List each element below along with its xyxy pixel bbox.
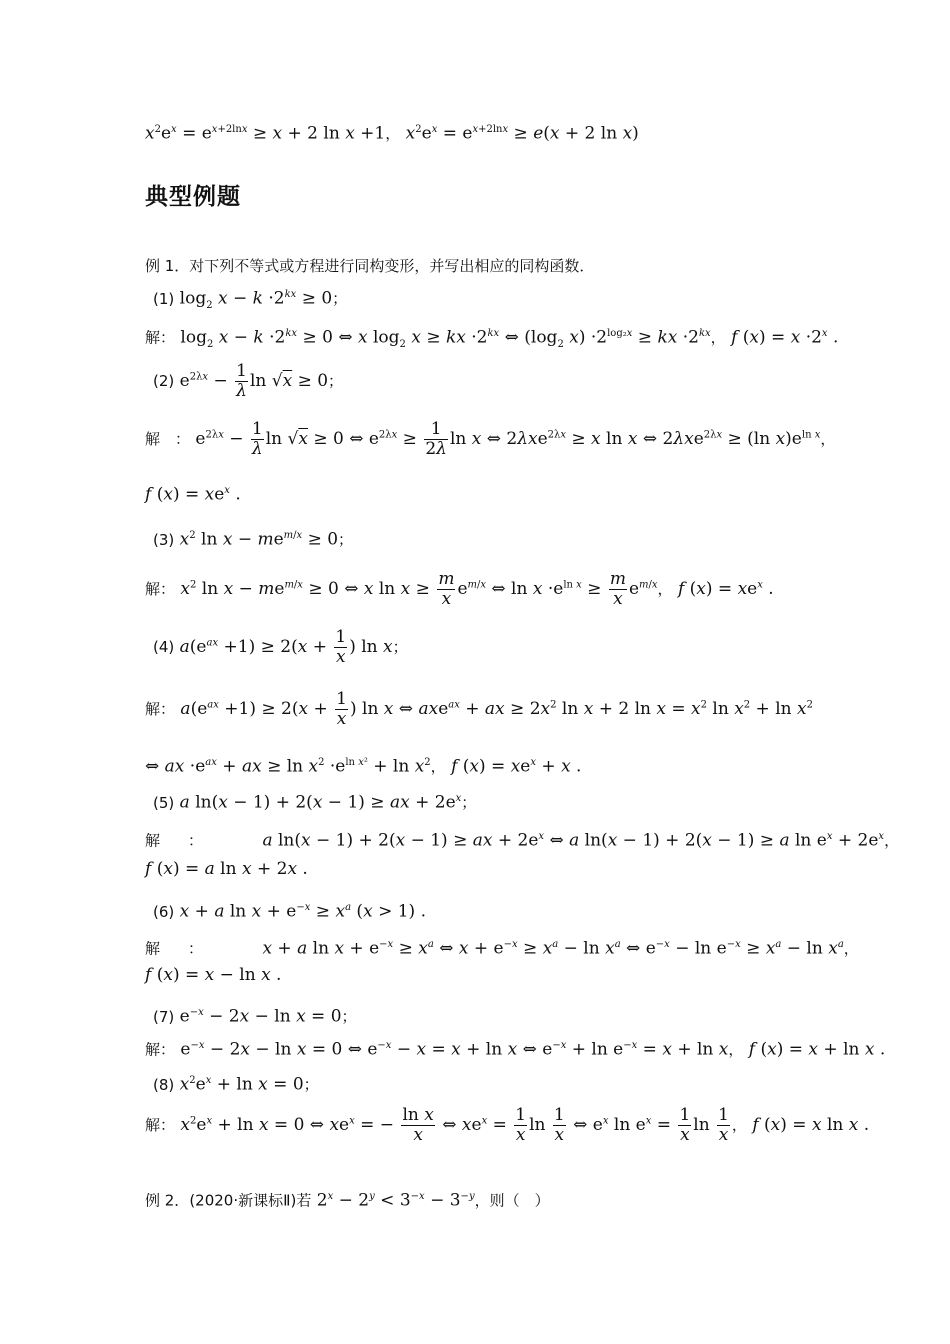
solution-3: 解： $x^2$ $\ln x - me^{m/x} \ge 0$ ⇔ x ln x ≥ $\frac{m}{x}$ $e^{m/x}$ ⇔ $\ln x \cdot e^{ln x}$ ≥ $\frac{m}{x}$ $e^{m/x}$， f $(x) = xe^x$ . xyxy=(145,569,774,609)
top-formula: $x^2e^x = e^{x+2lnx} \ge x + 2$ ln x +1， $x^2e^x = e^{x+2lnx} \ge e(x + 2$ ln x) xyxy=(145,123,639,144)
solution-4-line2: ⇔ ax $\cdot e^{ax}$ + ax ≥ $\ln x^2 \cdot e^{ln x^2} + \ln x^2$， f $(x) = xe^x + x$ . xyxy=(145,756,582,777)
function-5: f (x) = a ln x + 2x . xyxy=(145,859,308,879)
function-6: f (x) = x − ln x . xyxy=(145,965,282,985)
problem-1: (1) $\log_2 x - k \cdot 2^{kx} \ge 0$； xyxy=(153,288,348,312)
solution-4: 解： $a(e^{ax} +1) \ge 2(x$ + $\frac{1}{x}$ ) ln x ⇔ axe$^{ax}$ + ax ≥ $2x^2$ ln x + 2 $\ln x = x^2$ $\ln x^2 + \ln x^2$ xyxy=(145,689,813,729)
problem-7: (7) $e^{-x} - 2x - \ln x = 0$； xyxy=(153,1006,357,1027)
solution-1: 解： $\log_2 x - k \cdot 2^{kx} \ge 0$ ⇔ x $\log_2 x$ ≥ kx $\cdot 2^{kx}$ ⇔ ($\log_2$ $x) \cdot 2^{log_2x}$ ≥ kx $\cdot 2^{kx}$， f $(x) = x \cdot 2^x$ . xyxy=(145,327,839,351)
solution-6: 解 ： x + a $\ln x + e^{-x} \ge x^a$ ⇔ $x + e^{-x} \ge x^a - \ln x^a$ ⇔ $e^{-x} - \ln e^{-x} \ge x^a - \ln x^a$， xyxy=(145,938,859,959)
solution-5: 解 ： a ln(x − 1) + 2(x − 1) ≥ ax + $2e^x$ ⇔ a ln(x − 1) + 2(x − 1) ≥ a $\ln e^x + 2e^x$， xyxy=(145,830,900,851)
section-title: 典型例题 xyxy=(145,184,241,210)
example2: 例 2．(2020·新课标Ⅱ)若 $2^x - 2^y < 3^{-x} - 3^{-y}$，则（ ） xyxy=(145,1190,550,1211)
example1-intro: 例 1．对下列不等式或方程进行同构变形，并写出相应的同构函数． xyxy=(145,257,595,275)
problem-8: (8) $x^2e^x + \ln x = 0$； xyxy=(153,1074,319,1095)
function-2: f $(x) = xe^x$ . xyxy=(145,484,241,505)
problem-2: (2) $e^{2\lambda x}$ − $\frac{1}{\lambda}$ ln √x ≥ 0； xyxy=(153,361,344,401)
solution-7: 解： $e^{-x} - 2x - \ln x = 0$ ⇔ $e^{-x} - x = x + \ln x$ ⇔ $e^{-x} + \ln e^{-x} = x + \ln x$， f (x) = x + ln x . xyxy=(145,1039,886,1060)
solution-8: 解： $x^2e^x + \ln x = 0$ ⇔ $xe^x$ = − $\frac{\text{ln x}}{x}$ ⇔ $xe^x$ = $\frac{1}{x}$ ln $\frac{1}{x}$ ⇔ $e^x$ $\ln e^x$ = $\frac{1}{x}$ ln $\frac{1}{x}$ ， f (x) = x ln x . xyxy=(145,1105,870,1145)
problem-5: (5) a ln(x − 1) + 2(x − 1) ≥ ax + $2e^x$； xyxy=(153,792,477,813)
solution-2: 解 ： $e^{2\lambda x}$ − $\frac{1}{\lambda}$ ln √x ≥ 0 ⇔ $e^{2\lambda x}$ ≥ $\frac{1}{2\lambda}$ ln x ⇔ 2λxe$^{2\lambda x}$ ≥ x ln x ⇔ 2λxe$^{2\lambda x}$ ≥ (ln $x)e^{ln x}$， xyxy=(145,419,836,459)
problem-3: (3) $x^2$ $\ln x - me^{m/x} \ge 0$； xyxy=(153,529,354,550)
problem-6: (6) x + a $\ln x + e^{-x} \ge x^a$ (x > 1) . xyxy=(153,901,426,922)
problem-4: (4) $a(e^{ax} +1) \ge 2(x$ + $\frac{1}{x}$ ) ln x； xyxy=(153,627,408,667)
